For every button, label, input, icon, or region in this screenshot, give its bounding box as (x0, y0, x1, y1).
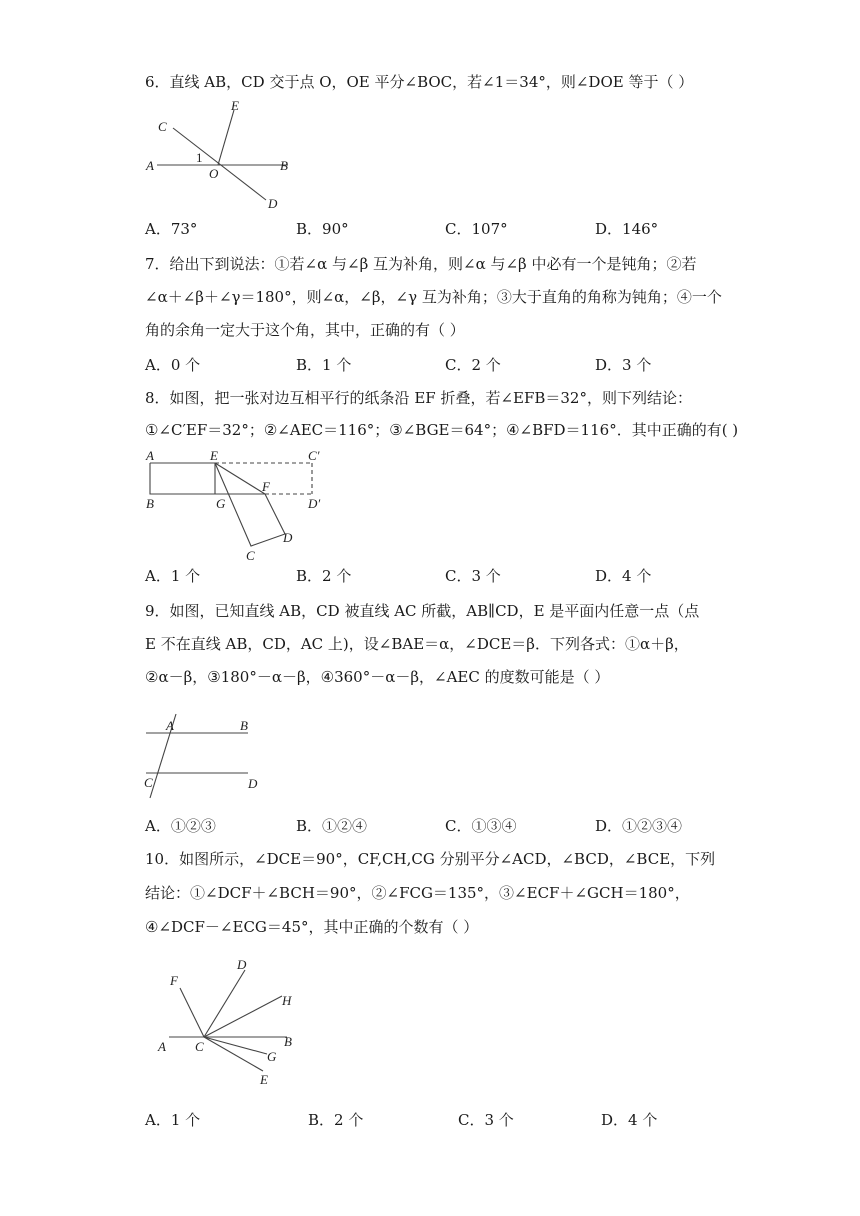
q10-label-H: H (282, 993, 292, 1008)
q9-option-c[interactable]: C．①③④ (445, 817, 517, 835)
q9-label-B: B (240, 718, 248, 733)
q10-option-b[interactable]: B．2 个 (308, 1111, 364, 1129)
q10-label-B: B (284, 1034, 292, 1049)
q9-label-D: D (248, 776, 258, 791)
q9-line-3: ②α－β，③180°－α－β，④360°－α－β，∠AEC 的度数可能是（ ） (145, 668, 610, 686)
q10-option-d[interactable]: D．4 个 (601, 1111, 658, 1129)
q6-option-b[interactable]: B．90° (296, 220, 349, 238)
q7-option-a[interactable]: A．0 个 (145, 356, 201, 374)
q10-label-F: F (170, 973, 178, 988)
q8-option-c[interactable]: C．3 个 (445, 567, 501, 585)
q8-label-F: F (262, 479, 270, 494)
q6-label-O: O (209, 166, 219, 181)
q6-label-E: E (231, 98, 239, 113)
q10-line-3: ④∠DCF－∠ECG＝45°，其中正确的个数有（ ） (145, 918, 479, 936)
q6-option-a[interactable]: A．73° (145, 220, 198, 238)
q8-label-D-prime: D′ (308, 496, 321, 511)
q8-option-b[interactable]: B．2 个 (296, 567, 352, 585)
q10-label-E: E (260, 1072, 268, 1087)
q6-option-c[interactable]: C．107° (445, 220, 508, 238)
q8-line-1: 8．如图，把一张对边互相平行的纸条沿 EF 折叠，若∠EFB＝32°，则下列结论： (145, 389, 692, 407)
q9-line-1: 9．如图，已知直线 AB，CD 被直线 AC 所截，AB∥CD，E 是平面内任意一点（点 (145, 602, 700, 620)
q9-line-2: E 不在直线 AB，CD，AC 上)，设∠BAE＝α，∠DCE＝β．下列各式：①α＋β， (145, 635, 689, 653)
q6-option-d[interactable]: D．146° (595, 220, 659, 238)
q6-label-B: B (280, 158, 288, 173)
q10-line-1: 10．如图所示，∠DCE＝90°，CF,CH,CG 分别平分∠ACD，∠BCD，∠BCE，下列 (145, 850, 716, 868)
q8-label-G: G (216, 496, 226, 511)
q10-label-C: C (195, 1039, 204, 1054)
q8-label-A: A (146, 448, 154, 463)
q7-option-c[interactable]: C．2 个 (445, 356, 501, 374)
q6-label-D: D (268, 196, 278, 211)
q8-label-D: D (283, 530, 293, 545)
q6-label-1: 1 (196, 150, 203, 165)
q10-label-A: A (158, 1039, 166, 1054)
q6-figure (140, 98, 300, 211)
q7-line-2: ∠α＋∠β＋∠γ＝180°，则∠α，∠β，∠γ 互为补角；③大于直角的角称为钝角；④一个 (145, 288, 722, 306)
q6-stem: 6．直线 AB，CD 交于点 O，OE 平分∠BOC，若∠1＝34°，则∠DOE 等于（ ） (145, 73, 694, 91)
q6-label-A: A (146, 158, 154, 173)
q8-label-B: B (146, 496, 154, 511)
q10-label-G: G (267, 1049, 277, 1064)
q8-option-d[interactable]: D．4 个 (595, 567, 652, 585)
q8-option-a[interactable]: A．1 个 (145, 567, 201, 585)
q8-label-E: E (210, 448, 218, 463)
q9-label-C: C (144, 775, 153, 790)
q7-option-d[interactable]: D．3 个 (595, 356, 652, 374)
q9-option-d[interactable]: D．①②③④ (595, 817, 683, 835)
q8-figure (140, 446, 340, 571)
q10-label-D: D (237, 957, 247, 972)
q10-figure (155, 958, 315, 1088)
q9-option-b[interactable]: B．①②④ (296, 817, 368, 835)
q7-option-b[interactable]: B．1 个 (296, 356, 352, 374)
q10-line-2: 结论：①∠DCF＋∠BCH＝90°，②∠FCG＝135°，③∠ECF＋∠GCH＝180°， (145, 884, 690, 902)
q9-label-A: A (166, 718, 174, 733)
q8-label-C: C (246, 548, 255, 563)
q6-label-C: C (158, 119, 167, 134)
q10-option-c[interactable]: C．3 个 (458, 1111, 514, 1129)
q10-option-a[interactable]: A．1 个 (145, 1111, 201, 1129)
q8-label-C-prime: C′ (308, 448, 320, 463)
q9-option-a[interactable]: A．①②③ (145, 817, 216, 835)
q8-line-2: ①∠C′EF＝32°；②∠AEC＝116°；③∠BGE＝64°；④∠BFD＝116°．其中正确的有( ) (145, 421, 739, 439)
q7-line-1: 7．给出下到说法：①若∠α 与∠β 互为补角，则∠α 与∠β 中必有一个是钝角；②若 (145, 255, 697, 273)
q9-figure (142, 710, 272, 810)
q7-line-3: 角的余角一定大于这个角，其中，正确的有（ ） (145, 321, 465, 339)
